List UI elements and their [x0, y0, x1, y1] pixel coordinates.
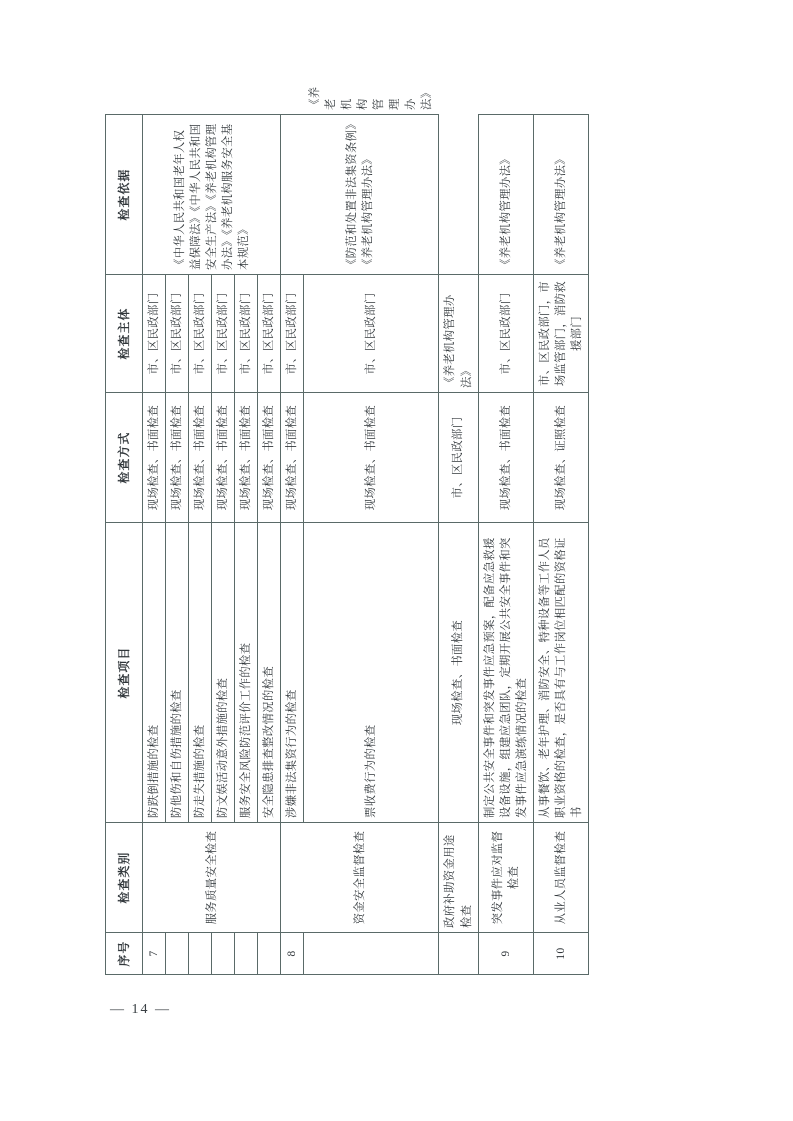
cell-subject: 市、区民政部门	[258, 275, 281, 393]
column-header-subject: 检查主体	[106, 275, 143, 393]
cell-method: 现场检查、书面检查	[304, 393, 439, 523]
table-row	[533, 115, 588, 975]
page-number: — 14 —	[110, 1002, 171, 1017]
cell-basis: 《养老机构管理办法》	[533, 115, 588, 275]
cell-basis: 《防范和处置非法集资条例》《养老机构管理办法》	[281, 115, 439, 275]
cell-item: 防跌倒措施的检查	[143, 523, 166, 823]
cell-method: 现场检查、书面检查	[143, 393, 166, 523]
inspection-items-table	[105, 86, 589, 975]
cell-subject: 市、区民政部门，市场监管部门，消防救援部门	[533, 275, 588, 393]
cell-item: 防文娱活动意外措施的检查	[212, 523, 235, 823]
cell-no	[304, 933, 439, 975]
cell-no: 7	[143, 933, 166, 975]
cell-subject: 市、区民政部门	[235, 275, 258, 393]
column-header-no: 序号	[106, 933, 143, 975]
cell-subject: 市、区民政部门	[478, 275, 533, 393]
column-header-category: 检查类别	[106, 823, 143, 933]
cell-subject: 市、区民政部门	[281, 275, 304, 393]
cell-basis: 《中华人民共和国老年人权益保障法》《中华人民共和国安全生产法》《养老机构管理办法》《养老机构服务安全基本规范》	[143, 115, 281, 275]
cell-method: 现场检查、证照检查	[533, 393, 588, 523]
cell-basis: 《养老机构管理办法》	[478, 115, 533, 275]
cell-method: 现场检查、书面检查	[439, 523, 478, 823]
cell-subject: 市、区民政部门	[166, 275, 189, 393]
cell-subject: 市、区民政部门	[439, 393, 478, 523]
cell-no: 9	[478, 933, 533, 975]
cell-basis: 《养老机构管理办法》	[439, 275, 478, 393]
table-row	[143, 115, 166, 975]
cell-method: 现场检查、书面检查	[166, 393, 189, 523]
cell-category: 服务质量安全检查	[143, 823, 281, 933]
cell-subject: 市、区民政部门	[304, 275, 439, 393]
cell-item: 政府补助资金用途检查	[439, 823, 478, 933]
table-row	[478, 115, 533, 975]
cell-method: 现场检查、书面检查	[281, 393, 304, 523]
table-header-row	[106, 115, 143, 975]
cell-category: 从业人员监督检查	[533, 823, 588, 933]
cell-method: 现场检查、书面检查	[258, 393, 281, 523]
cell-no	[166, 933, 189, 975]
cell-item: 防走失措施的检查	[189, 523, 212, 823]
cell-item: 防他伤和自伤措施的检查	[166, 523, 189, 823]
cell-method: 现场检查、书面检查	[212, 393, 235, 523]
cell-no: 8	[281, 933, 304, 975]
cell-subject: 市、区民政部门	[189, 275, 212, 393]
cell-item: 安全隐患排查整改情况的检查	[258, 523, 281, 823]
cell-subject: 市、区民政部门	[143, 275, 166, 393]
column-header-method: 检查方式	[106, 393, 143, 523]
table-header	[106, 115, 143, 975]
cell-no	[189, 933, 212, 975]
landscape-table-container	[105, 86, 725, 975]
table-body	[143, 86, 589, 975]
cell-no	[439, 933, 478, 975]
cell-no	[235, 933, 258, 975]
cell-method: 现场检查、书面检查	[189, 393, 212, 523]
column-header-basis: 检查依据	[106, 115, 143, 275]
column-header-item: 检查项目	[106, 523, 143, 823]
cell-no	[212, 933, 235, 975]
cell-item: 票收费行为的检查	[304, 523, 439, 823]
cell-item: 从事餐饮、老年护理、消防安全、特种设备等工作人员职业资格的检查，是否具有与工作岗位相匹配的资格证书	[533, 523, 588, 823]
cell-no	[258, 933, 281, 975]
table-row	[281, 115, 304, 975]
cell-method: 现场检查、书面检查	[235, 393, 258, 523]
cell-item: 服务安全风险防范评价工作的检查	[235, 523, 258, 823]
cell-subject: 市、区民政部门	[212, 275, 235, 393]
cell-item: 制定公共安全事件和突发事件应急预案，配备应急救援设备设施，组建应急团队，定期开展公共安全事件和突发事件应急演练情况的检查	[478, 523, 533, 823]
table-row: 票收费行为的检查 现场检查、书面检查 市、区民政部门 《养老机构管理办法》	[304, 115, 439, 975]
cell-category: 资金安全监督检查	[281, 823, 439, 933]
cell-category: 突发事件应对监督检查	[478, 823, 533, 933]
table-row	[439, 115, 478, 975]
cell-no: 10	[533, 933, 588, 975]
cell-method: 现场检查、书面检查	[478, 393, 533, 523]
cell-item: 涉嫌非法集资行为的检查	[281, 523, 304, 823]
